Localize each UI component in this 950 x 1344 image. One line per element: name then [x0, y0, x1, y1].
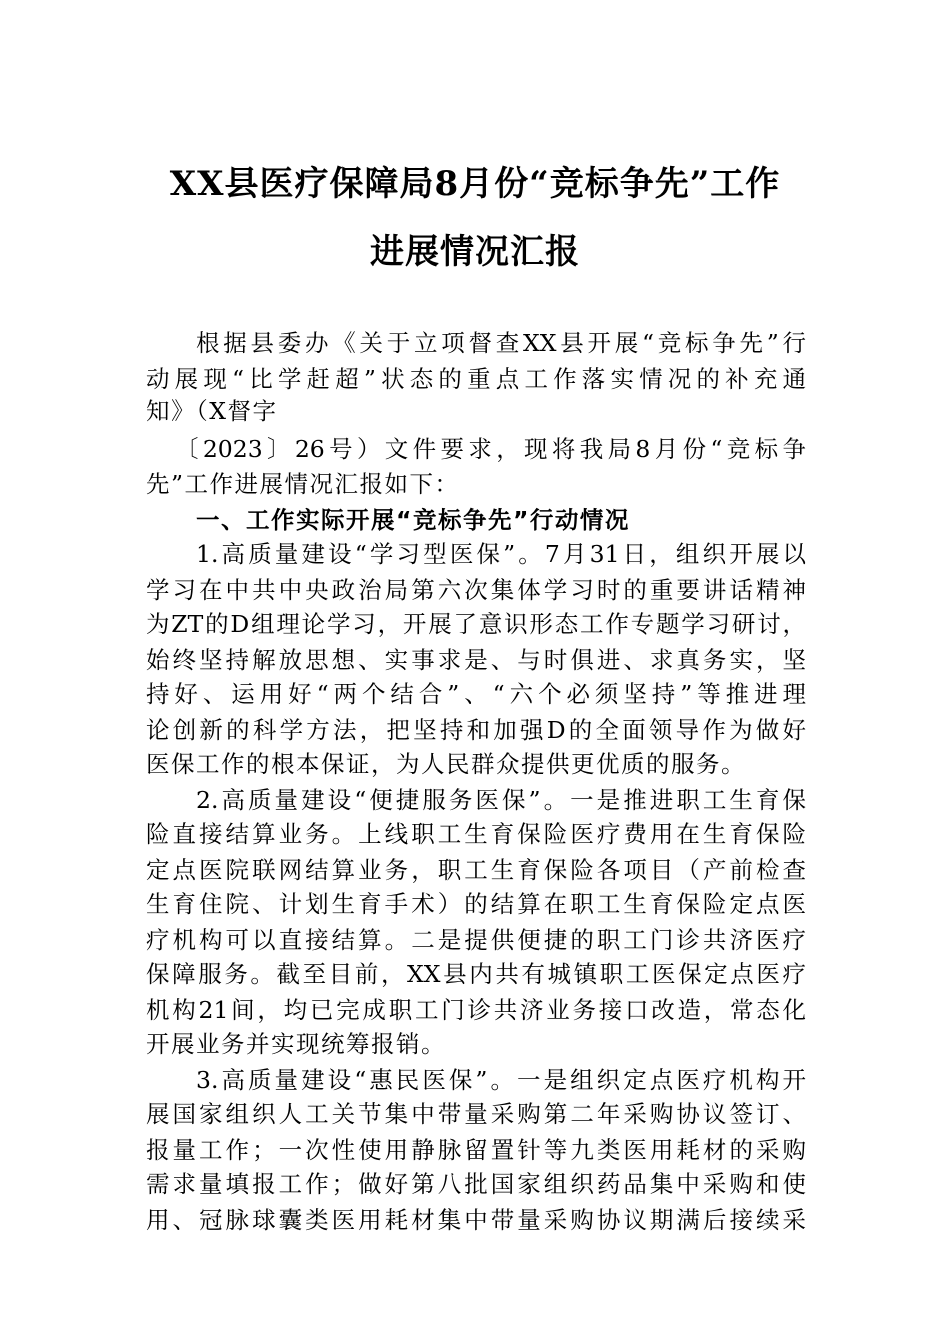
- paragraph-line: 开展业务并实现统筹报销。: [146, 1030, 446, 1058]
- document-title-line-1: XX县医疗保障局8月份“竞标争先”工作: [169, 164, 781, 204]
- paragraph-line: 知》（X督字: [146, 397, 278, 425]
- paragraph-line: 险直接结算业务。上线职工生育保险医疗费用在生育保险: [146, 820, 806, 848]
- paragraph-line: 保障服务。截至目前，XX县内共有城镇职工医保定点医疗: [146, 960, 806, 988]
- paragraph-line: 生育住院、计划生育手术）的结算在职工生育保险定点医: [146, 890, 806, 918]
- paragraph-line: 根据县委办《关于立项督查XX县开展“竞标争先”行: [196, 329, 806, 357]
- paragraph-line: 始终坚持解放思想、实事求是、与时俱进、求真务实，坚: [146, 646, 806, 674]
- paragraph-line: 持好、运用好“两个结合”、“六个必须坚持”等推进理: [146, 680, 806, 708]
- paragraph-line: 先”工作进展情况汇报如下：: [146, 470, 460, 498]
- paragraph-line: 〔2023〕26号）文件要求，现将我局8月份“竞标争: [175, 435, 806, 463]
- paragraph-line: 展国家组织人工关节集中带量采购第二年采购协议签订、: [146, 1100, 806, 1128]
- paragraph-line: 疗机构可以直接结算。二是提供便捷的职工门诊共济医疗: [146, 926, 806, 954]
- paragraph-line: 为ZT的D组理论学习，开展了意识形态工作专题学习研讨，: [146, 610, 806, 638]
- paragraph-line: 医保工作的根本保证，为人民群众提供更优质的服务。: [146, 750, 746, 778]
- paragraph-line: 学习在中共中央政治局第六次集体学习时的重要讲话精神: [146, 576, 806, 604]
- paragraph-line: 3.高质量建设“惠民医保”。一是组织定点医疗机构开: [196, 1066, 806, 1094]
- paragraph-line: 机构21间，均已完成职工门诊共济业务接口改造，常态化: [146, 996, 806, 1024]
- document-title-line-2: 进展情况汇报: [370, 232, 580, 272]
- paragraph-line: 用、冠脉球囊类医用耗材集中带量采购协议期满后接续采: [146, 1206, 806, 1234]
- paragraph-line: 定点医院联网结算业务，职工生育保险各项目（产前检查: [146, 856, 806, 884]
- paragraph-line: 2.高质量建设“便捷服务医保”。一是推进职工生育保: [196, 786, 806, 814]
- paragraph-line: 报量工作；一次性使用静脉留置针等九类医用耗材的采购: [146, 1136, 806, 1164]
- paragraph-line: 1.高质量建设“学习型医保”。7月31日，组织开展以: [196, 540, 806, 568]
- paragraph-line: 需求量填报工作；做好第八批国家组织药品集中采购和使: [146, 1170, 806, 1198]
- section-heading: 一、工作实际开展“竞标争先”行动情况: [196, 506, 630, 534]
- paragraph-line: 动展现“比学赶超”状态的重点工作落实情况的补充通: [146, 365, 806, 393]
- paragraph-line: 论创新的科学方法，把坚持和加强D的全面领导作为做好: [146, 716, 806, 744]
